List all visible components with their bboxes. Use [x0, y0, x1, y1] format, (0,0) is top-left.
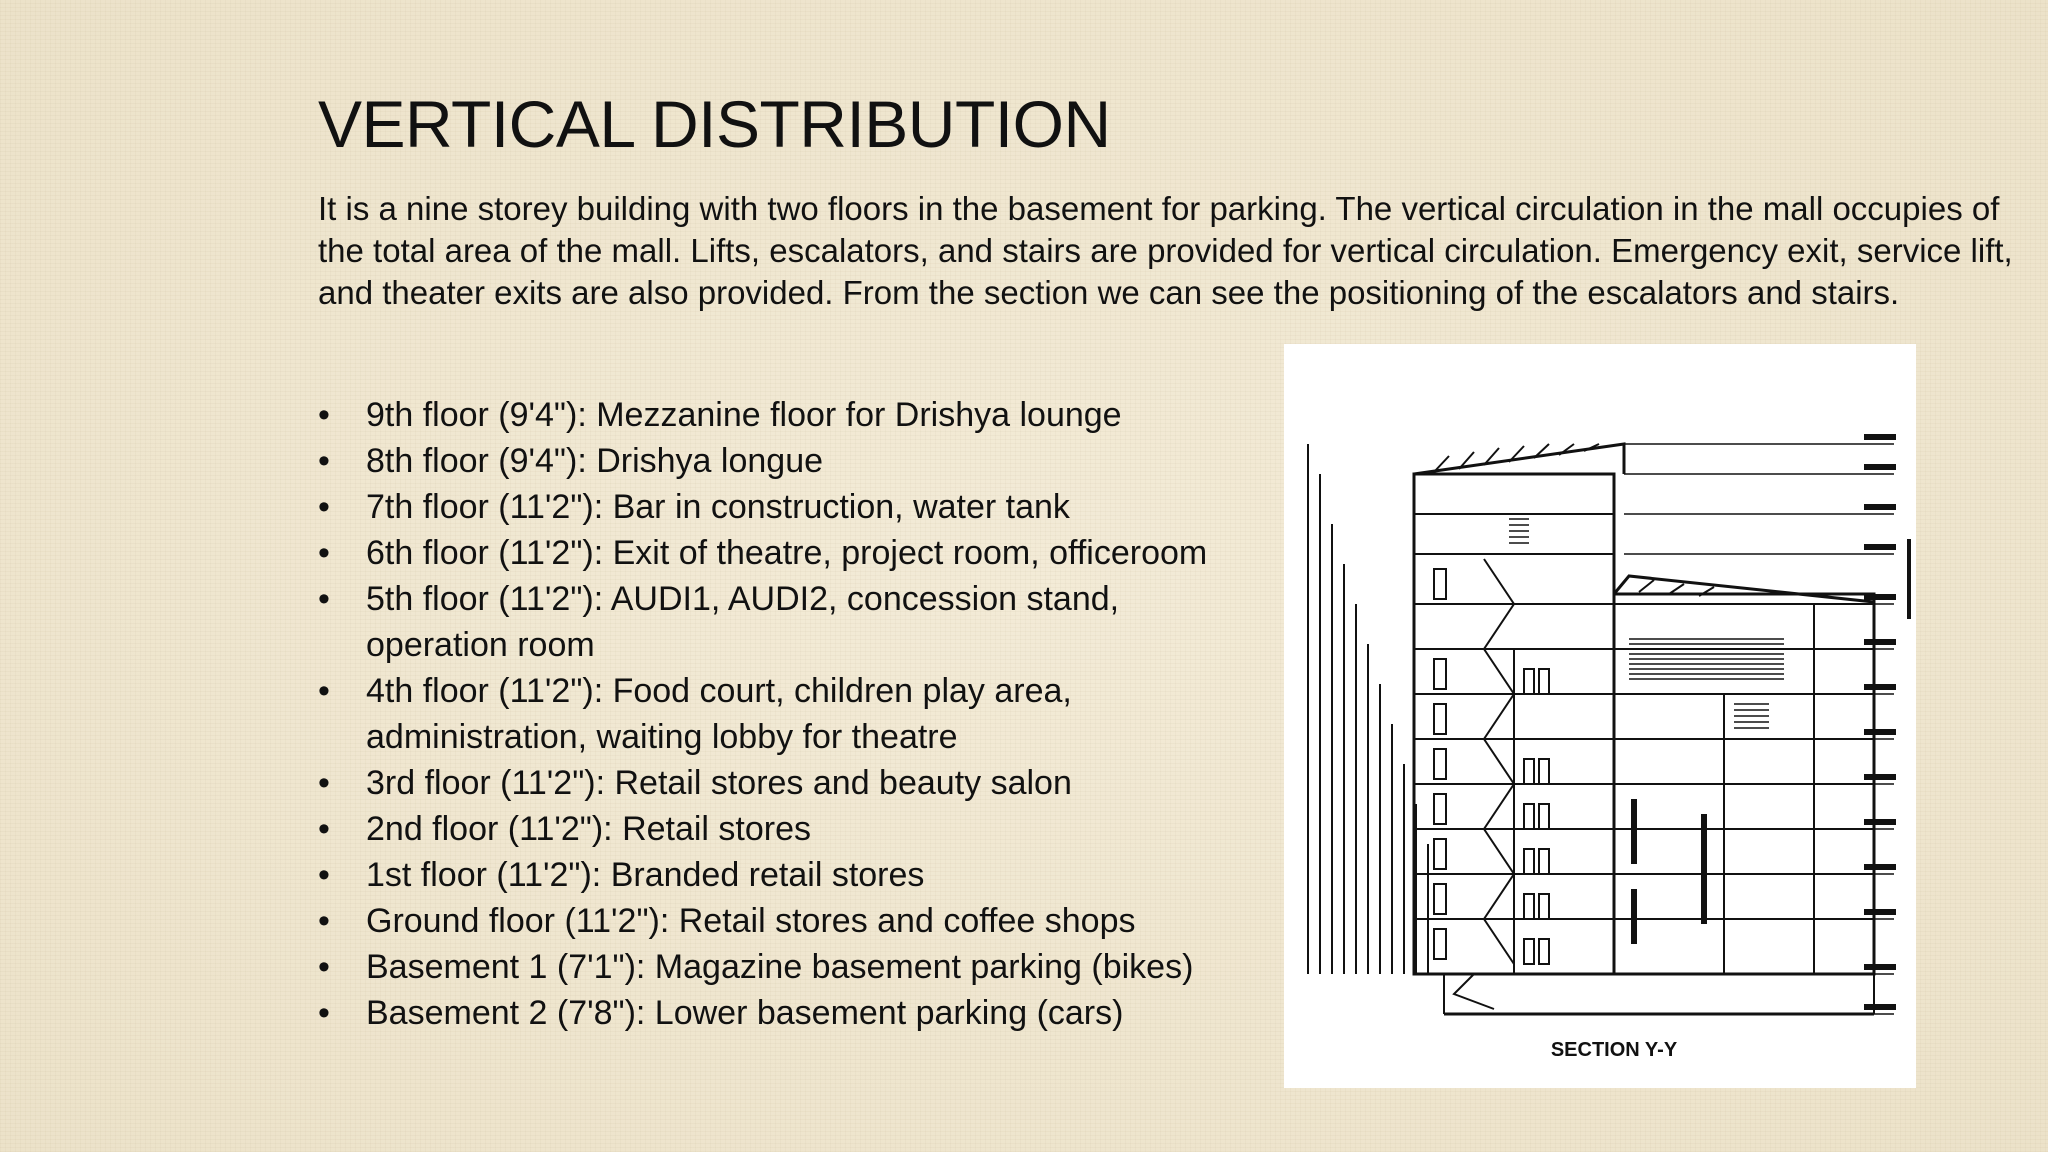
- list-item-text: 9th floor (9'4"): Mezzanine floor for Drishya lounge: [366, 396, 1122, 434]
- list-item-text: Ground floor (11'2"): Retail stores and coffee shops: [366, 902, 1136, 940]
- list-item-text: 8th floor (9'4"): Drishya longue: [366, 442, 824, 480]
- list-item-text: 6th floor (11'2"): Exit of theatre, project room, officeroom: [366, 534, 1208, 572]
- bullet: •: [318, 902, 330, 940]
- list-item-text: Basement 2 (7'8"): Lower basement parking (cars): [366, 994, 1124, 1032]
- section-drawing-figure: [1284, 344, 1916, 1088]
- list-item: [318, 898, 1278, 944]
- floor-list: [318, 392, 1278, 1036]
- list-item: [318, 760, 1278, 806]
- list-item: [318, 438, 1278, 484]
- list-item-text: 2nd floor (11'2"): Retail stores: [366, 810, 812, 848]
- list-item-text: 5th floor (11'2"): AUDI1, AUDI2, concession stand, operation room: [366, 580, 1120, 664]
- bullet: •: [318, 672, 330, 710]
- list-item: [318, 668, 1206, 760]
- list-item-text: 1st floor (11'2"): Branded retail stores: [366, 856, 925, 894]
- bullet: •: [318, 534, 330, 572]
- list-item: [318, 484, 1278, 530]
- bullet: •: [318, 396, 330, 434]
- list-item-text: 3rd floor (11'2"): Retail stores and beauty salon: [366, 764, 1072, 802]
- list-item: [318, 576, 1206, 668]
- list-item-text: 4th floor (11'2"): Food court, children play area, administration, waiting lobby for theatre: [366, 672, 1072, 756]
- list-item: [318, 852, 1278, 898]
- list-item: [318, 806, 1278, 852]
- bullet: •: [318, 994, 330, 1032]
- list-item: [318, 944, 1278, 990]
- bullet: •: [318, 580, 330, 618]
- bullet: •: [318, 764, 330, 802]
- bullet: •: [318, 488, 330, 526]
- building-section-drawing-icon: [1284, 344, 1916, 1088]
- bullet: •: [318, 948, 330, 986]
- slide-title: VERTICAL DISTRIBUTION: [318, 87, 1111, 161]
- list-item: [318, 392, 1278, 438]
- intro-paragraph: It is a nine storey building with two floors in the basement for parking. The vertical circulation in the mall occupies of the total area of the mall. Lifts, escalators, and stairs are provided for vertical circulation. Emergency exit, service lift, and theater exits are also provided. From the section we can see the positioning of the escalators and stairs.: [318, 190, 2013, 311]
- list-item: [318, 530, 1278, 576]
- list-item-text: 7th floor (11'2"): Bar in construction, water tank: [366, 488, 1070, 526]
- list-item-text: Basement 1 (7'1"): Magazine basement parking (bikes): [366, 948, 1194, 986]
- list-item: [318, 990, 1278, 1036]
- figure-caption: SECTION Y-Y: [1550, 1039, 1678, 1061]
- bullet: •: [318, 856, 330, 894]
- bullet: •: [318, 442, 330, 480]
- bullet: •: [318, 810, 330, 848]
